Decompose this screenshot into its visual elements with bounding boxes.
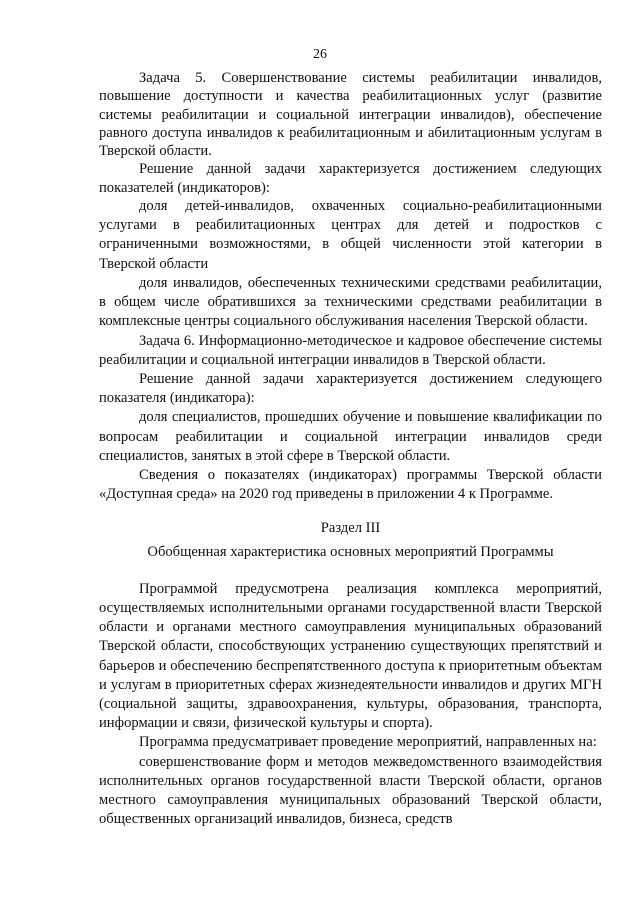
- section-number: Раздел III: [320, 520, 381, 537]
- paragraph-task-6: Задача 6. Информационно-методическое и кадровое обеспечение системы реабилитации и социальной интеграции инвалидов в Тверской области.: [99, 332, 602, 368]
- page-number: 26: [313, 47, 327, 62]
- paragraph-task-5: Задача 5. Совершенствование системы реабилитации инвалидов, повышение доступности и качества реабилитационных услуг (развитие системы реабилитации и социальной интеграции инвалидов), обеспечение равного доступа инвалидов к реабилитационным и абилитационным услугам в Тверской области.: [99, 70, 602, 160]
- document-body: [99, 69, 602, 829]
- paragraph-indicators-info: Сведения о показателях (индикаторах) программы Тверской области «Доступная среда» на 2020 год приведены в приложении 4 к Программе.: [99, 466, 602, 503]
- section-title: Обобщенная характеристика основных мероприятий Программы: [147, 543, 554, 560]
- paragraph-task-6-indicator-1: доля специалистов, прошедших обучение и повышение квалификации по вопросам реабилитации и социальной интеграции инвалидов среди специалистов, занятых в этой сфере в Тверской области.: [99, 409, 602, 464]
- paragraph-program-provides: Программа предусматривает проведение мероприятий, направленных на:: [139, 734, 597, 751]
- paragraph-program-events: Программой предусмотрена реализация комплекса мероприятий, осуществляемых исполнительными органами государственной власти Тверской области и органами местного самоуправления муниципальных образований Тверской области, способствующих устранению существующих препятствий и барьеров и обеспечению беспрепятственного доступа к приоритетным объектам и услугам в приоритетных сферах жизнедеятельности инвалидов и других МГН (социальной защиты, здравоохранения, культуры, образования, транспорта, информации и связи, физической культуры и спорта).: [99, 580, 602, 732]
- paragraph-task-5-solution: Решение данной задачи характеризуется достижением следующих показателей (индикаторов):: [99, 161, 602, 196]
- paragraph-task-5-indicator-2: доля инвалидов, обеспеченных техническими средствами реабилитации, в общем числе обратившихся за техническими средствами реабилитации в комплексные центры социального обслуживания населения Тверской области.: [99, 274, 602, 330]
- paragraph-improvement: совершенствование форм и методов межведомственного взаимодействия исполнительных органов государственной власти Тверской области, органов местного самоуправления муниципальных образований Тверской области, общественных организаций инвалидов, бизнеса, средств: [99, 753, 602, 828]
- paragraph-task-5-indicator-1: доля детей-инвалидов, охваченных социально-реабилитационными услугами в реабилитационных центрах для детей и подростков с ограниченными возможностями, в общей численности этой категории в Тверской области: [99, 198, 602, 272]
- paragraph-task-6-solution: Решение данной задачи характеризуется достижением следующего показателя (индикатора):: [99, 370, 602, 407]
